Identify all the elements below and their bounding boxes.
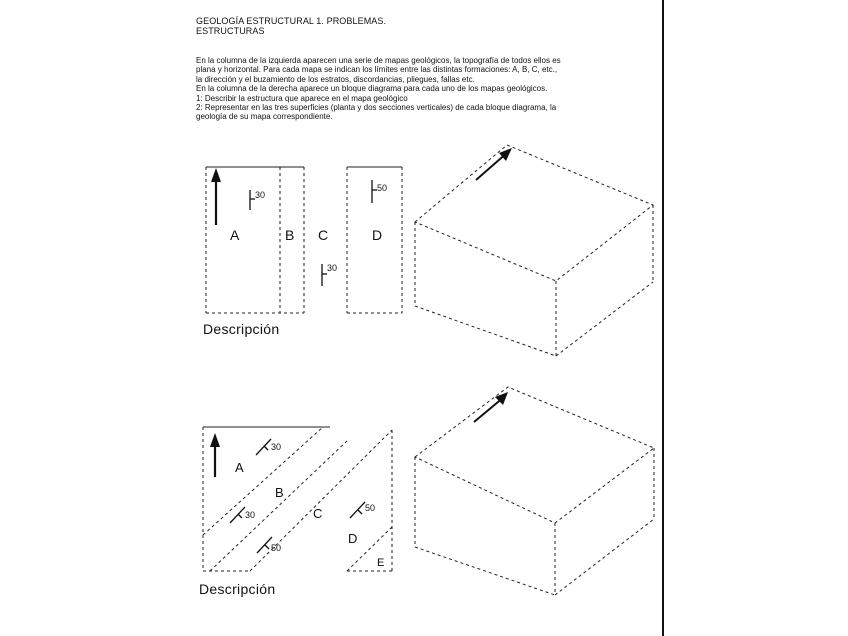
problem2-label-e: E [377,557,385,569]
problem2-geologic-map [203,427,392,571]
problem1-label-a: A [230,227,240,243]
problem2-dip-value: 30 [245,510,256,520]
problem2-dip-symbols [230,439,365,553]
problem2-description-label: Descripción [199,581,276,597]
problem2-dip-value: 30 [271,442,282,452]
problem2-dip-value: 50 [271,543,282,553]
problem2-label-a: A [235,460,244,475]
problem1-dip-symbols [250,180,377,286]
instruction-line: 2: Representar en las tres superficies (planta y dos secciones verticales) de cada bloque diagrama, la [196,103,557,113]
instruction-line: geología de su mapa correspondiente. [196,112,333,122]
instruction-line: la dirección y el buzamiento de los estratos, discordancias, pliegues, fallas etc. [196,74,475,84]
instruction-line: 1: Describir la estructura que aparece en el mapa geológico [196,93,408,103]
problem2-north-arrow [210,433,220,477]
problem2-block-diagram [415,387,654,595]
problem1-north-arrow [211,168,221,225]
problem1-description-label: Descripción [203,321,280,337]
problem1-label-d: D [372,227,383,243]
problem1-block-arrow [476,148,512,180]
problem1-label-b: B [285,227,295,243]
instruction-line: plana y horizontal. Para cada mapa se indican los límites entre las distintas formaciones: A, B, C, etc., [196,65,558,75]
problem2-label-c: C [313,506,323,521]
problem1-block-diagram [415,145,653,356]
problem2-label-b: B [275,485,284,500]
instruction-line: En la columna de la izquierda aparecen una serie de mapas geológicos, la topografía de todos ellos es [196,56,561,65]
title-line-1: GEOLOGÍA ESTRUCTURAL 1. PROBLEMAS. [196,16,387,26]
problem2-label-d: D [348,531,358,546]
problem2-block-arrow [474,392,508,422]
problem1-dip-value: 30 [327,263,338,273]
problem2-dip-value: 50 [365,503,376,513]
problem1-dip-value: 30 [255,190,266,200]
problem1-dip-value: 50 [377,183,388,193]
problem1-label-c: C [318,227,329,243]
title-line-2: ESTRUCTURAS [196,26,265,36]
instruction-line: En la columna de la derecha aparece un bloque diagrama para cada uno de los mapas geológicos. [196,84,548,94]
